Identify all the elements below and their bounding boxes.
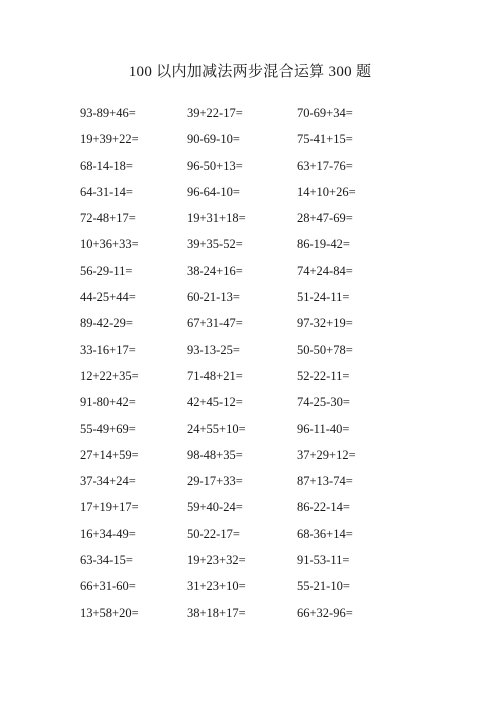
math-problem: 59+40-24= xyxy=(187,500,243,515)
math-problem: 39+22-17= xyxy=(187,106,243,120)
math-problem: 31+23+10= xyxy=(187,579,246,594)
math-problem: 63-34-15= xyxy=(80,553,133,568)
problem-row xyxy=(80,576,480,602)
math-problem: 51-24-11= xyxy=(297,290,350,305)
math-problem: 38+18+17= xyxy=(187,605,246,620)
problem-row xyxy=(80,340,480,366)
math-problem: 66+31-60= xyxy=(80,579,136,594)
math-problem: 96-11-40= xyxy=(297,421,350,436)
math-problem: 16+34-49= xyxy=(80,526,136,541)
math-problem: 19+31+18= xyxy=(187,211,246,226)
math-problem: 93-13-25= xyxy=(187,342,240,357)
math-problem: 63+17-76= xyxy=(297,158,353,173)
math-problem: 71-48+21= xyxy=(187,368,243,383)
math-problem: 38-24+16= xyxy=(187,263,243,278)
problem-row xyxy=(80,287,480,313)
math-problem: 44-25+44= xyxy=(80,290,136,305)
problem-row xyxy=(80,471,480,497)
math-problem: 75-41+15= xyxy=(297,132,353,147)
math-problem: 55-21-10= xyxy=(297,579,350,594)
math-problem: 56-29-11= xyxy=(80,263,133,278)
math-problem: 50-50+78= xyxy=(297,342,353,357)
math-problem: 66+32-96= xyxy=(297,605,353,620)
math-problem: 29-17+33= xyxy=(187,474,243,489)
math-problem: 89-42-29= xyxy=(80,316,133,331)
math-problem: 74+24-84= xyxy=(297,263,353,278)
math-problem: 72-48+17= xyxy=(80,211,136,226)
math-problem: 33-16+17= xyxy=(80,342,136,357)
problem-row xyxy=(80,419,480,445)
problem-row xyxy=(80,208,480,234)
math-problem: 68-36+14= xyxy=(297,526,353,541)
math-problem: 13+58+20= xyxy=(80,605,139,620)
math-problem: 10+36+33= xyxy=(80,237,139,252)
problem-row xyxy=(80,156,480,182)
problem-row xyxy=(80,366,480,392)
math-problem: 17+19+17= xyxy=(80,500,139,515)
math-problem: 97-32+19= xyxy=(297,316,353,331)
problem-row xyxy=(80,603,480,629)
math-problem: 96-50+13= xyxy=(187,158,243,173)
math-problem: 96-64-10= xyxy=(187,184,240,199)
problem-row xyxy=(80,234,480,260)
math-problem: 39+35-52= xyxy=(187,237,243,252)
math-problem: 19+39+22= xyxy=(80,132,139,147)
math-problem: 60-21-13= xyxy=(187,290,240,305)
math-problem: 87+13-74= xyxy=(297,474,353,489)
math-problem: 91-80+42= xyxy=(80,395,136,410)
math-problem: 64-31-14= xyxy=(80,184,133,199)
problem-row xyxy=(80,182,480,208)
problem-row xyxy=(80,313,480,339)
math-problem: 93-89+46= xyxy=(80,106,136,120)
math-problem: 12+22+35= xyxy=(80,368,139,383)
math-problem: 91-53-11= xyxy=(297,553,350,568)
problem-row xyxy=(80,497,480,523)
math-problem: 37-34+24= xyxy=(80,474,136,489)
math-problem: 55-49+69= xyxy=(80,421,136,436)
math-problem: 19+23+32= xyxy=(187,553,246,568)
math-problem: 24+55+10= xyxy=(187,421,246,436)
problem-row xyxy=(80,445,480,471)
problem-row xyxy=(80,524,480,550)
problem-row xyxy=(80,129,480,155)
math-problem: 67+31-47= xyxy=(187,316,243,331)
math-problem: 90-69-10= xyxy=(187,132,240,147)
math-problem: 28+47-69= xyxy=(297,211,353,226)
math-problem: 50-22-17= xyxy=(187,526,240,541)
math-problem: 68-14-18= xyxy=(80,158,133,173)
math-problem: 27+14+59= xyxy=(80,447,139,462)
math-problem: 86-22-14= xyxy=(297,500,350,515)
problem-row xyxy=(80,103,480,129)
math-problem: 52-22-11= xyxy=(297,368,350,383)
math-problem: 74-25-30= xyxy=(297,395,350,410)
math-problem: 86-19-42= xyxy=(297,237,350,252)
math-problem: 42+45-12= xyxy=(187,395,243,410)
problem-row xyxy=(80,550,480,576)
worksheet-title: 100 以内加减法两步混合运算 300 题 xyxy=(128,64,372,80)
math-problem: 70-69+34= xyxy=(297,106,353,120)
math-problem: 98-48+35= xyxy=(187,447,243,462)
math-problem: 14+10+26= xyxy=(297,184,356,199)
problem-row xyxy=(80,392,480,418)
problem-row xyxy=(80,261,480,287)
problem-grid xyxy=(80,103,480,629)
math-problem: 37+29+12= xyxy=(297,447,356,462)
